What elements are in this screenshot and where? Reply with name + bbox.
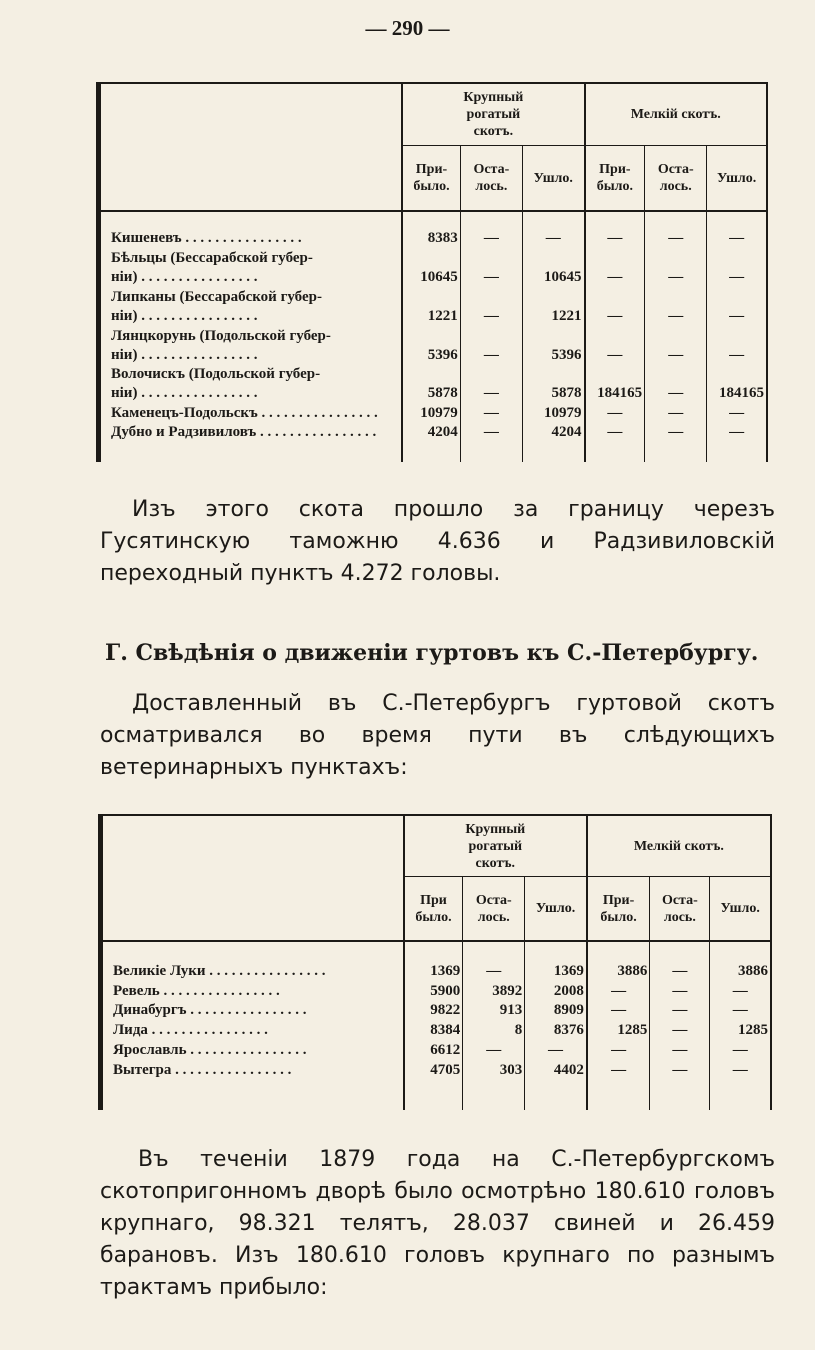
paragraph-export: Изъ этого скота прошло за границу черезъ Гусятинскую таможню 4.636 и Радзивиловскій переходный пунктъ 4.272 головы. — [100, 497, 775, 586]
table-cell: 6612 — [404, 1040, 463, 1060]
table-row — [99, 229, 768, 248]
row-label-text: Лида — [113, 1022, 148, 1039]
table-2-group-large: Крупный рогатый скотъ. — [404, 815, 587, 877]
table-1-col-remained: Оста-лось. — [460, 146, 522, 211]
table-cell: 1285 — [587, 1020, 650, 1040]
table-cell: 1221 — [402, 287, 460, 326]
table-cell: — — [585, 229, 645, 248]
dot-leader — [137, 269, 257, 285]
table-cell: 184165 — [585, 365, 645, 404]
table-cell: — — [463, 961, 525, 981]
table-cell: — — [707, 326, 767, 365]
row-label-text: Великіе Луки — [113, 962, 206, 979]
table-cell: 8376 — [525, 1020, 587, 1040]
table-cell: 1369 — [404, 961, 463, 981]
table-cell: — — [650, 1060, 710, 1080]
table-cell: 10645 — [402, 248, 460, 287]
table-cell: 10645 — [522, 248, 584, 287]
table-1-col-arrived: При-было. — [402, 146, 460, 211]
table-cell: — — [460, 326, 522, 365]
table-cell: 5878 — [402, 365, 460, 404]
table-1 — [96, 82, 768, 462]
table-cell: — — [645, 248, 707, 287]
table-row — [99, 423, 768, 442]
table-cell: 4705 — [404, 1060, 463, 1080]
table-cell: 5396 — [402, 326, 460, 365]
dot-leader — [137, 308, 257, 324]
row-label-text: Динабургъ — [113, 1002, 187, 1019]
table-cell: 8909 — [525, 1001, 587, 1021]
table-cell: 1369 — [525, 961, 587, 981]
table-1-col-small-remained: Оста-лось. — [645, 146, 707, 211]
table-cell: 4204 — [402, 423, 460, 442]
row-label — [101, 1040, 404, 1060]
row-label-text: ніи) — [111, 269, 138, 286]
row-label-text: ніи) — [111, 346, 138, 363]
row-label — [99, 326, 403, 365]
table-cell: — — [585, 248, 645, 287]
table-cell: 1221 — [522, 287, 584, 326]
table-cell: — — [650, 961, 710, 981]
table-cell: — — [585, 287, 645, 326]
row-label-text: ніи) — [111, 385, 138, 402]
table-cell: — — [585, 403, 645, 422]
row-label — [99, 287, 403, 326]
row-label — [99, 248, 403, 287]
dot-leader — [256, 424, 376, 440]
dot-leader — [137, 385, 257, 401]
row-label-text: Ревель — [113, 982, 160, 999]
table-cell: — — [707, 248, 767, 287]
table-1-stub-header — [99, 83, 403, 211]
dot-leader — [171, 1062, 291, 1078]
row-label — [101, 961, 404, 981]
table-cell: — — [585, 326, 645, 365]
row-label — [101, 1001, 404, 1021]
row-label — [99, 365, 403, 404]
table-cell: 4204 — [522, 423, 584, 442]
table-cell: — — [645, 229, 707, 248]
table-2-group-small: Мелкій скотъ. — [587, 815, 771, 877]
table-cell: — — [460, 248, 522, 287]
table-cell: — — [650, 1020, 710, 1040]
table-cell: 303 — [463, 1060, 525, 1080]
table-1-col-small-arrived: При-было. — [585, 146, 645, 211]
row-label — [101, 981, 404, 1001]
table-row — [99, 326, 768, 365]
table-cell: — — [645, 326, 707, 365]
table-cell: — — [460, 403, 522, 422]
table-2 — [98, 814, 772, 1110]
table-2-col-arrived: При было. — [404, 877, 463, 941]
table-cell: — — [710, 981, 771, 1001]
dot-leader — [182, 230, 302, 246]
table-2-col-remained: Оста-лось. — [463, 877, 525, 941]
row-label-text: Дубно и Радзивиловъ — [111, 424, 257, 440]
dot-leader — [206, 963, 326, 979]
table-1-group-small: Мелкій скотъ. — [585, 83, 767, 146]
table-spacer-top — [99, 211, 768, 229]
row-label-line: Волочискъ (Подольской губер- — [111, 366, 321, 383]
paragraph-intro: Доставленный въ С.-Петербургъ гуртовой скотъ осматривался во время пути въ слѣдующихъ ветеринарныхъ пунктахъ: — [100, 691, 775, 780]
table-cell: — — [587, 1060, 650, 1080]
row-label-line: Бѣльцы (Бессарабской губер- — [111, 250, 313, 267]
table-2-col-small-remained: Оста-лось. — [650, 877, 710, 941]
table-row — [99, 248, 768, 287]
table-cell: — — [707, 423, 767, 442]
dot-leader — [258, 405, 378, 421]
section-heading: Г. Свѣдѣнія о движеніи гуртовъ къ С.-Петербургу. — [105, 640, 759, 666]
table-row — [99, 365, 768, 404]
table-cell: — — [645, 365, 707, 404]
table-cell: 3892 — [463, 981, 525, 1001]
table-cell: — — [710, 1060, 771, 1080]
table-cell: — — [645, 287, 707, 326]
table-cell: 913 — [463, 1001, 525, 1021]
table-cell: — — [650, 1001, 710, 1021]
table-row — [101, 961, 772, 981]
table-cell: — — [585, 423, 645, 442]
dot-leader — [187, 1042, 307, 1058]
table-row — [101, 1001, 772, 1021]
table-cell: — — [522, 229, 584, 248]
table-cell: 1285 — [710, 1020, 771, 1040]
row-label — [99, 229, 403, 248]
table-row — [99, 403, 768, 422]
table-cell: — — [710, 1001, 771, 1021]
table-cell: 8383 — [402, 229, 460, 248]
table-cell: 5396 — [522, 326, 584, 365]
table-1-group-large: Крупный рогатый скотъ. — [402, 83, 584, 146]
table-cell: — — [587, 1001, 650, 1021]
dot-leader — [137, 347, 257, 363]
table-row — [101, 1020, 772, 1040]
table-cell: — — [650, 981, 710, 1001]
row-label — [99, 403, 403, 422]
table-cell: 4402 — [525, 1060, 587, 1080]
table-cell: — — [525, 1040, 587, 1060]
table-cell: 9822 — [404, 1001, 463, 1021]
table-cell: — — [463, 1040, 525, 1060]
row-label — [101, 1020, 404, 1040]
table-cell: — — [460, 287, 522, 326]
table-row — [99, 287, 768, 326]
table-cell: 8384 — [404, 1020, 463, 1040]
table-cell: 5900 — [404, 981, 463, 1001]
table-cell: 10979 — [522, 403, 584, 422]
table-row — [101, 1040, 772, 1060]
row-label-line: Липканы (Бессарабской губер- — [111, 288, 322, 305]
table-cell: — — [707, 229, 767, 248]
table-spacer-bottom — [101, 1080, 772, 1110]
dot-leader — [148, 1022, 268, 1038]
row-label-line: Лянцкорунь (Подольской губер- — [111, 327, 331, 344]
table-cell: — — [645, 403, 707, 422]
row-label — [101, 1060, 404, 1080]
table-cell: — — [707, 287, 767, 326]
table-cell: 184165 — [707, 365, 767, 404]
row-label-text: Вытегра — [113, 1062, 172, 1078]
table-cell: — — [710, 1040, 771, 1060]
table-2-col-small-left: Ушло. — [710, 877, 771, 941]
table-cell: — — [460, 365, 522, 404]
dot-leader — [160, 983, 280, 999]
table-cell: 3886 — [710, 961, 771, 981]
table-cell: 10979 — [402, 403, 460, 422]
row-label-text: Каменецъ-Подольскъ — [111, 404, 258, 421]
dot-leader — [186, 1002, 306, 1018]
table-cell: 5878 — [522, 365, 584, 404]
table-row — [101, 981, 772, 1001]
row-label-text: ніи) — [111, 307, 138, 324]
table-cell: — — [460, 423, 522, 442]
row-label-text: Кишеневъ — [111, 230, 182, 247]
row-label — [99, 423, 403, 442]
table-cell: — — [707, 403, 767, 422]
table-cell: — — [650, 1040, 710, 1060]
table-2-stub-header — [101, 815, 404, 941]
table-cell: 8 — [463, 1020, 525, 1040]
table-cell: — — [460, 229, 522, 248]
table-cell: 2008 — [525, 981, 587, 1001]
table-cell: — — [645, 423, 707, 442]
table-row — [101, 1060, 772, 1080]
paragraph-petersburg: Въ теченіи 1879 года на С.-Петербургскомъ скотопригонномъ дворѣ было осмотрѣно 180.610 головъ крупнаго, 98.321 телятъ, 28.037 свиней и 26.459 барановъ. Изъ 180.610 головъ крупнаго по разнымъ трактамъ прибыло: — [100, 1147, 775, 1300]
table-2-col-small-arrived: При-было. — [587, 877, 650, 941]
table-2-col-left: Ушло. — [525, 877, 587, 941]
page-number: — 290 — — [365, 16, 450, 40]
row-label-text: Ярославль — [113, 1042, 187, 1059]
table-1-col-left: Ушло. — [522, 146, 584, 211]
table-cell: — — [587, 1040, 650, 1060]
table-1-col-small-left: Ушло. — [707, 146, 767, 211]
table-spacer-bottom — [99, 442, 768, 462]
table-spacer-top — [101, 941, 772, 961]
table-cell: 3886 — [587, 961, 650, 981]
table-cell: — — [587, 981, 650, 1001]
